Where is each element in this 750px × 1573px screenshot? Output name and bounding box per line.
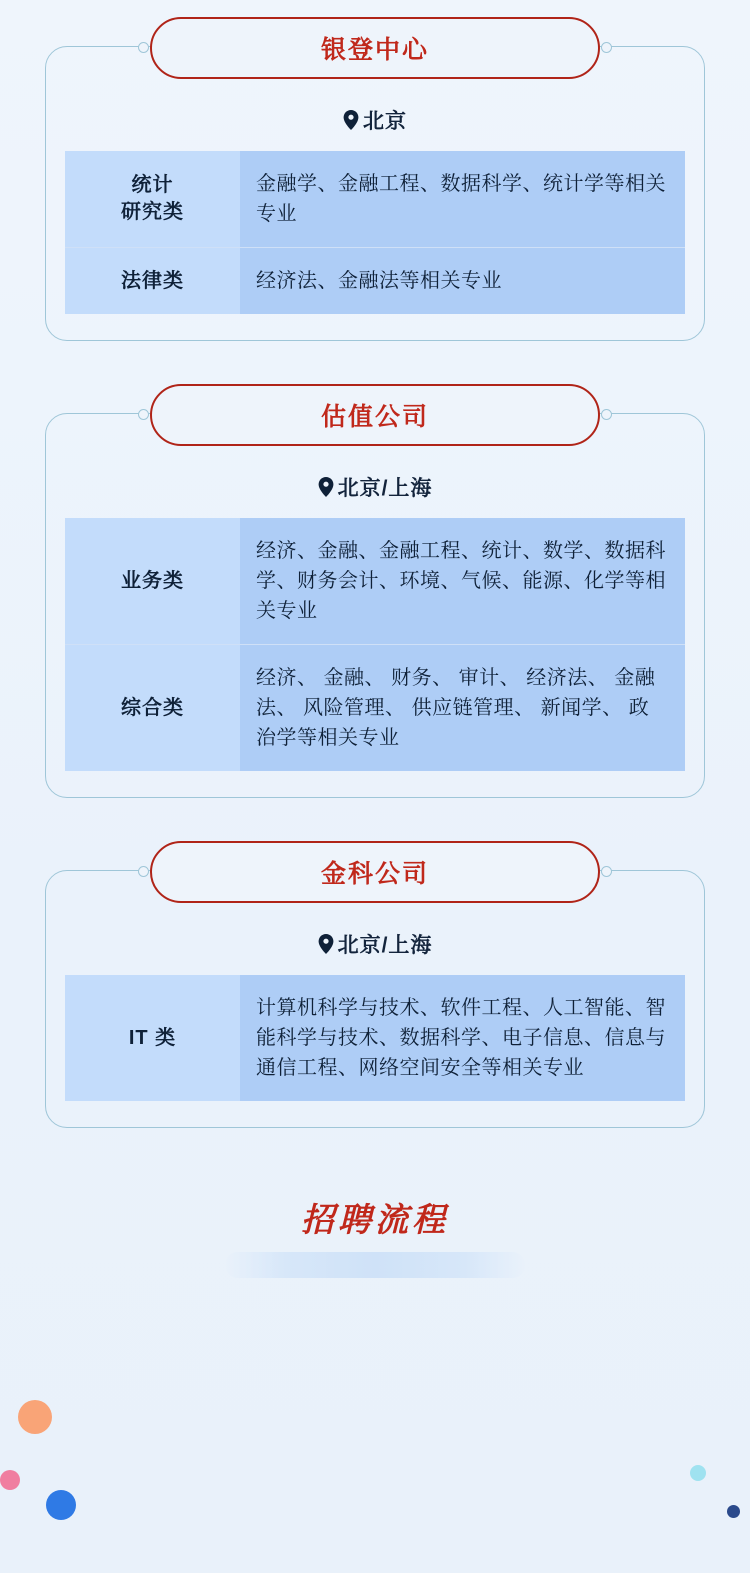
frame-node-right-icon — [601, 42, 612, 53]
majors-cell: 经济、金融、金融工程、统计、数学、数据科学、财务会计、环境、气候、能源、化学等相关专业 — [240, 518, 685, 645]
majors-table — [65, 975, 685, 1101]
majors-cell: 金融学、金融工程、数据科学、统计学等相关专业 — [240, 151, 685, 248]
majors-table — [65, 151, 685, 314]
org-section-3 — [45, 860, 705, 1128]
majors-table — [65, 518, 685, 771]
majors-cell: 经济、 金融、 财务、 审计、 经济法、 金融法、 风险管理、 供应链管理、 新闻学、 政治学等相关专业 — [240, 645, 685, 772]
decor-dot-orange — [18, 1400, 52, 1434]
category-cell: 综合类 — [65, 645, 240, 772]
section-location-label: 北京 — [363, 110, 407, 133]
decor-dot-navy — [727, 1505, 740, 1518]
section-title: 银登中心 — [150, 17, 600, 79]
frame-node-right-icon — [601, 866, 612, 877]
majors-table-wrap — [46, 975, 704, 1101]
frame-node-right-icon — [601, 409, 612, 420]
decor-dot-blue — [46, 1490, 76, 1520]
map-pin-icon — [318, 477, 334, 503]
category-cell: 法律类 — [65, 248, 240, 315]
map-pin-icon — [318, 934, 334, 960]
section-location — [46, 472, 704, 502]
section-frame — [45, 36, 705, 341]
section-location-label: 北京/上海 — [337, 934, 433, 957]
majors-table-wrap — [46, 518, 704, 771]
majors-cell: 经济法、金融法等相关专业 — [240, 248, 685, 315]
section-title: 估值公司 — [150, 384, 600, 446]
footer-heading — [0, 1194, 750, 1314]
section-location — [46, 929, 704, 959]
map-pin-icon — [343, 110, 359, 136]
majors-cell: 计算机科学与技术、软件工程、人工智能、智能科学与技术、数据科学、电子信息、信息与通信工程、网络空间安全等相关专业 — [240, 975, 685, 1101]
category-cell: IT 类 — [65, 975, 240, 1101]
table-row — [65, 151, 685, 248]
table-row — [65, 975, 685, 1101]
decor-dot-cyan — [690, 1465, 706, 1481]
table-row — [65, 645, 685, 772]
footer-title: 招聘流程 — [301, 1201, 449, 1238]
category-cell: 统计 研究类 — [65, 151, 240, 248]
frame-node-left-icon — [138, 409, 149, 420]
section-location — [46, 105, 704, 135]
majors-table-wrap — [46, 151, 704, 314]
table-row — [65, 248, 685, 315]
section-title: 金科公司 — [150, 841, 600, 903]
frame-node-left-icon — [138, 866, 149, 877]
table-row — [65, 518, 685, 645]
frame-node-left-icon — [138, 42, 149, 53]
org-section-2 — [45, 403, 705, 798]
org-section-1 — [45, 36, 705, 341]
section-location-label: 北京/上海 — [337, 477, 433, 500]
footer-underline-decor — [225, 1252, 525, 1278]
decor-dot-pink — [0, 1470, 20, 1490]
category-cell: 业务类 — [65, 518, 240, 645]
section-frame — [45, 860, 705, 1128]
section-frame — [45, 403, 705, 798]
